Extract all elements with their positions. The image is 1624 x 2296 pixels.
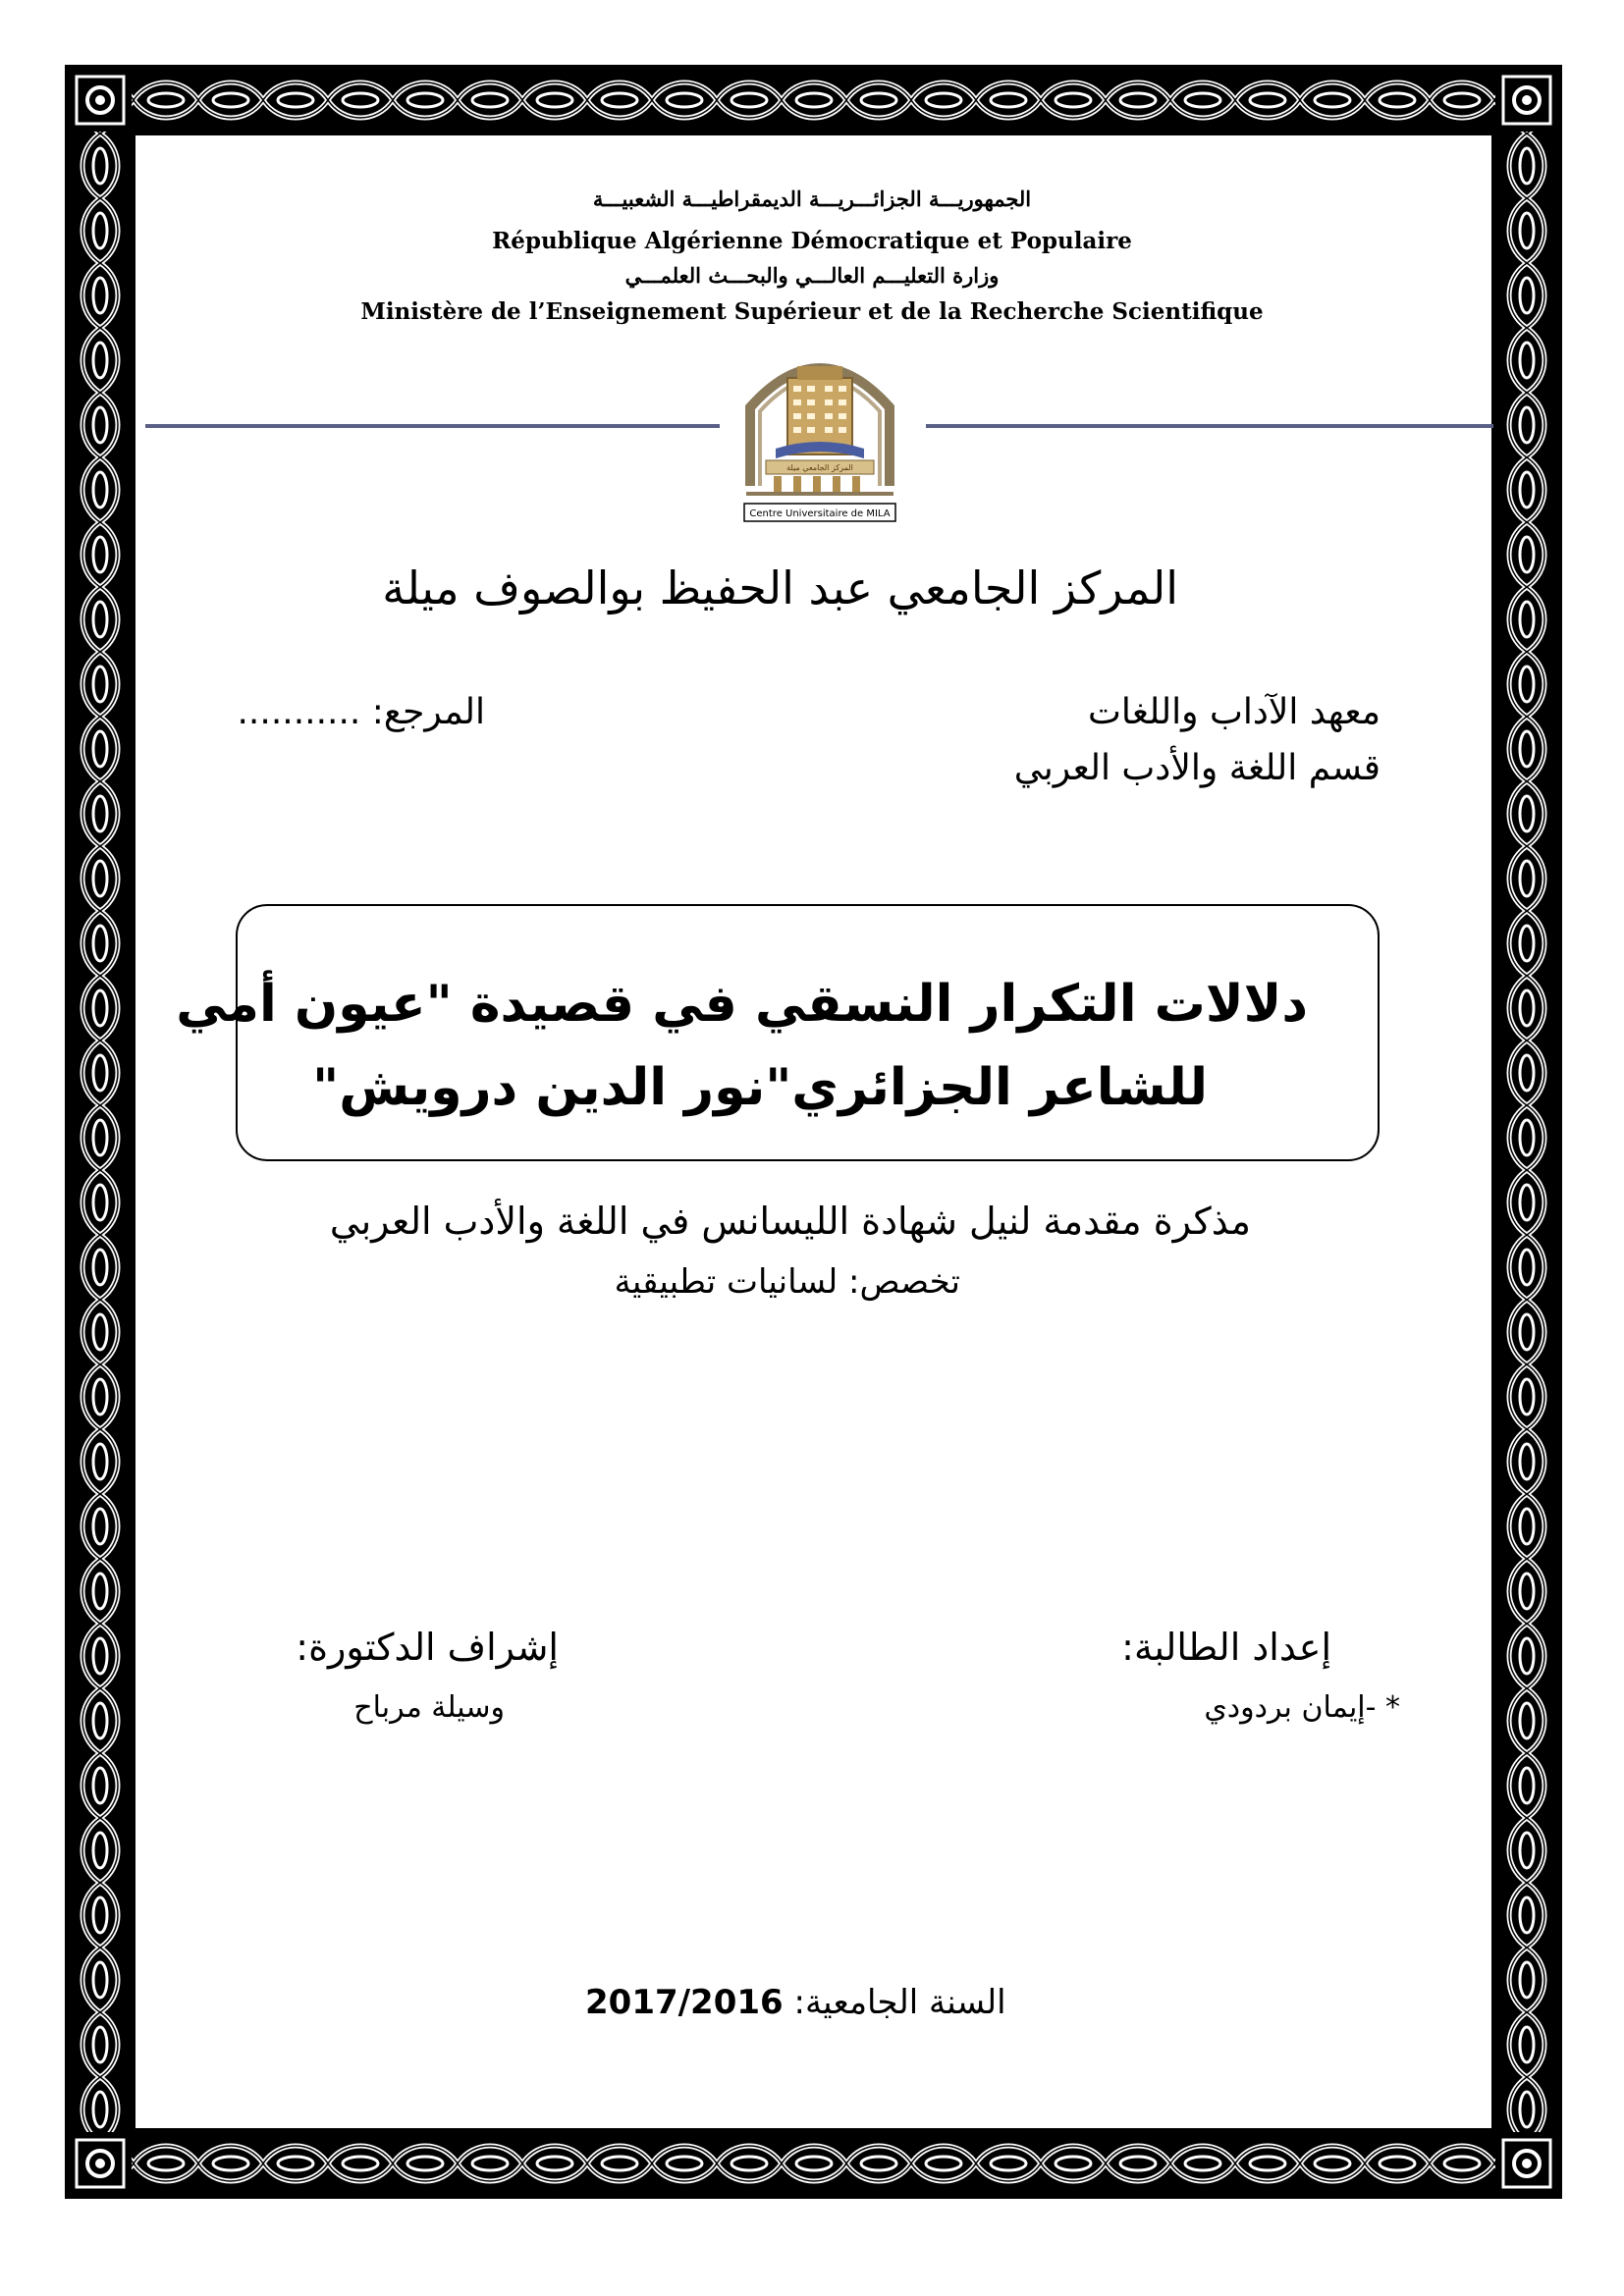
- border-band-left: [69, 69, 132, 2195]
- republic-name-french: République Algérienne Démocratique et Populaire: [492, 228, 1132, 254]
- academic-year: [585, 1983, 1006, 2022]
- student-name: * -إيمان بردودي: [1204, 1690, 1400, 1725]
- department-name: قسم اللغة والأدب العربي: [1013, 748, 1380, 788]
- thesis-title-line-2: للشاعر الجزائري"نور الدين درويش": [312, 1058, 1208, 1117]
- university-center-name: المركز الجامعي عبد الحفيظ بوالصوف ميلة: [382, 561, 1178, 614]
- border-corner-ornament: [69, 2132, 132, 2195]
- supervisor-name: وسيلة مرباح: [353, 1690, 505, 1725]
- institute-name: معهد الآداب واللغات: [1088, 692, 1380, 732]
- reference-field: المرجع: ...........: [237, 692, 485, 732]
- header-divider-right: [926, 424, 1493, 428]
- student-label: إعداد الطالبة:: [1121, 1626, 1331, 1669]
- border-corner-ornament: [1495, 2132, 1558, 2195]
- header-divider-left: [145, 424, 720, 428]
- academic-year-value: 2017/2016: [585, 1983, 784, 2022]
- border-corner-ornament: [69, 69, 132, 132]
- border-band-bottom: [69, 2132, 1558, 2195]
- logo-inner-text: المركز الجامعي ميلة: [786, 463, 853, 472]
- logo-caption: Centre Universitaire de MILA: [749, 508, 891, 519]
- border-band-right: [1495, 69, 1558, 2195]
- border-corner-ornament: [1495, 69, 1558, 132]
- supervisor-label: إشراف الدكتورة:: [296, 1626, 559, 1669]
- specialty: تخصص: لسانيات تطبيقية: [614, 1262, 960, 1302]
- republic-name-arabic: الجمهوريـــة الجزائـــريـــة الديمقراطيـــة الشعبيـــة: [592, 187, 1032, 211]
- ministry-name-french: Ministère de l’Enseignement Supérieur et de la Recherche Scientifique: [360, 298, 1264, 325]
- thesis-title-line-1: دلالات التكرار النسقي في قصيدة "عيون أمي: [176, 975, 1308, 1034]
- academic-year-label: السنة الجامعية:: [793, 1983, 1006, 2022]
- degree-statement: مذكرة مقدمة لنيل شهادة الليسانس في اللغة والأدب العربي: [329, 1200, 1251, 1243]
- ministry-name-arabic: وزارة التعليـــم العالـــي والبحـــث العلمـــي: [624, 263, 1000, 288]
- university-logo: [736, 339, 903, 525]
- border-band-top: [69, 69, 1558, 132]
